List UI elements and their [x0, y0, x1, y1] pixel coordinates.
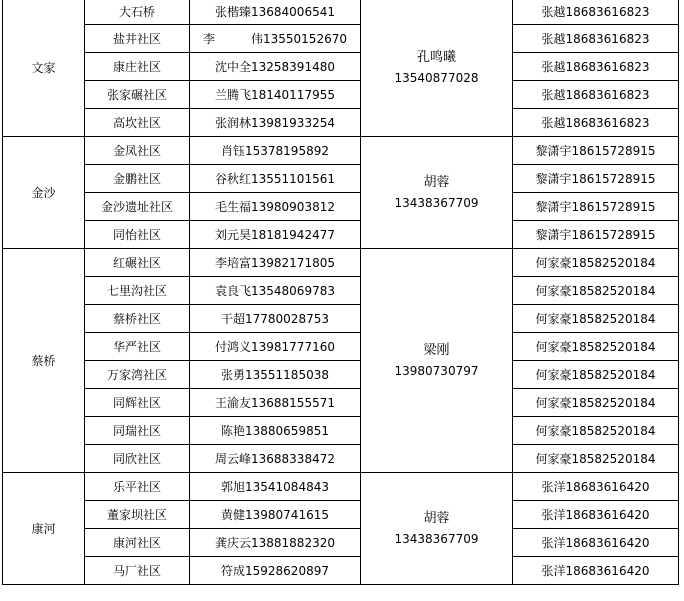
- coordinator-phone: 13438367709: [394, 531, 479, 546]
- community-contact: 付鸿义13981777160: [190, 333, 361, 361]
- town-coordinator: [361, 137, 513, 249]
- community-name: 大石桥: [85, 0, 190, 25]
- table-row: [3, 25, 679, 53]
- table-row: [3, 193, 679, 221]
- liaison-contact: 黎潇宇18615728915: [513, 193, 679, 221]
- community-name: 七里沟社区: [85, 277, 190, 305]
- liaison-contact: 张洋18683616420: [513, 529, 679, 557]
- town-name: 文家: [3, 0, 85, 137]
- table-row: [3, 389, 679, 417]
- community-contact: 黄健13980741615: [190, 501, 361, 529]
- coordinator-phone: 13980730797: [394, 363, 479, 378]
- community-name: 金凤社区: [85, 137, 190, 165]
- table-row: [3, 137, 679, 165]
- community-contact: 张润林13981933254: [190, 109, 361, 137]
- community-contact: 张楷臻13684006541: [190, 0, 361, 25]
- community-contact: 王渝友13688155571: [190, 389, 361, 417]
- liaison-contact: 张洋18683616420: [513, 473, 679, 501]
- table-row: [3, 333, 679, 361]
- contact-table: [2, 0, 679, 585]
- liaison-contact: 何家豪18582520184: [513, 333, 679, 361]
- community-name: 康河社区: [85, 529, 190, 557]
- community-name: 张家碾社区: [85, 81, 190, 109]
- table-row: [3, 529, 679, 557]
- community-contact: 沈中全13258391480: [190, 53, 361, 81]
- table-row: [3, 0, 679, 25]
- table-row: [3, 417, 679, 445]
- table-row: [3, 473, 679, 501]
- town-name: 金沙: [3, 137, 85, 249]
- coordinator-phone: 13438367709: [394, 195, 479, 210]
- community-name: 同辉社区: [85, 389, 190, 417]
- coordinator-name: 胡蓉: [423, 174, 450, 190]
- community-contact: 肖钰15378195892: [190, 137, 361, 165]
- community-contact: 张勇13551185038: [190, 361, 361, 389]
- community-name: 盐井社区: [85, 25, 190, 53]
- community-name: 乐平社区: [85, 473, 190, 501]
- table-row: [3, 361, 679, 389]
- town-coordinator: [361, 0, 513, 137]
- community-name: 高坎社区: [85, 109, 190, 137]
- table-row: [3, 221, 679, 249]
- liaison-contact: 张越18683616823: [513, 81, 679, 109]
- liaison-contact: 何家豪18582520184: [513, 361, 679, 389]
- coordinator-phone: 13540877028: [394, 70, 479, 85]
- table-row: [3, 53, 679, 81]
- liaison-contact: 张越18683616823: [513, 109, 679, 137]
- liaison-contact: 张越18683616823: [513, 53, 679, 81]
- community-contact: 刘元昊18181942477: [190, 221, 361, 249]
- community-contact: 干超17780028753: [190, 305, 361, 333]
- community-contact: 兰腾飞18140117955: [190, 81, 361, 109]
- community-name: 金沙遗址社区: [85, 193, 190, 221]
- table-row: [3, 305, 679, 333]
- town-coordinator: [361, 473, 513, 585]
- liaison-contact: 张洋18683616420: [513, 501, 679, 529]
- table-row: [3, 501, 679, 529]
- community-contact: 谷秋红13551101561: [190, 165, 361, 193]
- table-row: [3, 109, 679, 137]
- community-name: 康庄社区: [85, 53, 190, 81]
- community-name: 董家坝社区: [85, 501, 190, 529]
- community-contact: 李 伟13550152670: [190, 25, 361, 53]
- liaison-contact: 何家豪18582520184: [513, 389, 679, 417]
- community-contact: 李培富13982171805: [190, 249, 361, 277]
- community-contact: 陈艳13880659851: [190, 417, 361, 445]
- table-row: [3, 81, 679, 109]
- table-row: [3, 557, 679, 585]
- community-name: 华严社区: [85, 333, 190, 361]
- liaison-contact: 黎潇宇18615728915: [513, 221, 679, 249]
- table-row: [3, 277, 679, 305]
- liaison-contact: 张越18683616823: [513, 0, 679, 25]
- table-row: [3, 165, 679, 193]
- coordinator-name: 梁刚: [423, 342, 450, 358]
- coordinator-name: 胡蓉: [423, 510, 450, 526]
- community-name: 马厂社区: [85, 557, 190, 585]
- liaison-contact: 何家豪18582520184: [513, 305, 679, 333]
- town-name: 康河: [3, 473, 85, 585]
- community-name: 蔡桥社区: [85, 305, 190, 333]
- town-coordinator: [361, 249, 513, 473]
- town-name: 蔡桥: [3, 249, 85, 473]
- community-name: 金鹏社区: [85, 165, 190, 193]
- community-name: 同瑞社区: [85, 417, 190, 445]
- community-contact: 袁良飞13548069783: [190, 277, 361, 305]
- liaison-contact: 黎潇宇18615728915: [513, 137, 679, 165]
- community-name: 同怡社区: [85, 221, 190, 249]
- liaison-contact: 黎潇宇18615728915: [513, 165, 679, 193]
- community-name: 红碾社区: [85, 249, 190, 277]
- liaison-contact: 张越18683616823: [513, 25, 679, 53]
- community-contact: 郭旭13541084843: [190, 473, 361, 501]
- liaison-contact: 何家豪18582520184: [513, 249, 679, 277]
- community-contact: 龚庆云13881882320: [190, 529, 361, 557]
- table-row: [3, 249, 679, 277]
- liaison-contact: 何家豪18582520184: [513, 277, 679, 305]
- community-name: 同欣社区: [85, 445, 190, 473]
- coordinator-name: 孔鸣曦: [416, 49, 456, 65]
- liaison-contact: 何家豪18582520184: [513, 445, 679, 473]
- table-row: [3, 445, 679, 473]
- community-contact: 符成15928620897: [190, 557, 361, 585]
- community-contact: 周云峰13688338472: [190, 445, 361, 473]
- community-name: 万家湾社区: [85, 361, 190, 389]
- community-contact: 毛生福13980903812: [190, 193, 361, 221]
- liaison-contact: 何家豪18582520184: [513, 417, 679, 445]
- liaison-contact: 张洋18683616420: [513, 557, 679, 585]
